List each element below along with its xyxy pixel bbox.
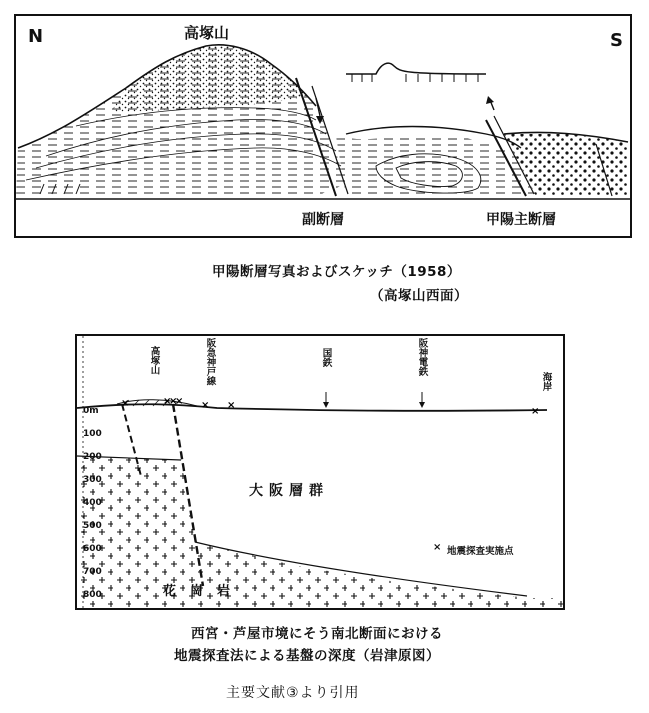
osaka-group-label: 大阪層群 [249, 483, 329, 499]
depth-tick: 0m [83, 406, 99, 416]
peak-label: 高塚山 [184, 24, 230, 42]
svg-text:×: × [163, 396, 172, 407]
sub-fault-label: 副断層 [302, 212, 344, 228]
svg-text:×: × [227, 400, 236, 411]
seismic-section-panel [75, 334, 565, 610]
fault-sketch-panel [14, 14, 632, 238]
main-fault-label: 甲陽主断層 [486, 212, 556, 228]
station-label-coast: 海岸 [540, 372, 552, 391]
depth-tick: 300 [83, 475, 102, 485]
bottom-caption-line2: 地震探査法による基盤の深度（岩津原図） [174, 648, 440, 664]
top-caption-line2: （高塚山西面） [370, 288, 468, 304]
top-caption-line1: 甲陽断層写真およびスケッチ（1958） [212, 264, 461, 280]
station-label-jnr: 国鉄 [320, 348, 332, 367]
station-label-hanshin: 阪神電鉄 [416, 338, 428, 376]
south-label: S [610, 30, 623, 51]
svg-text:×: × [169, 396, 178, 407]
north-label: N [28, 26, 44, 47]
seismic-section-drawing [77, 336, 563, 608]
depth-tick: 500 [83, 521, 102, 531]
bottom-caption-line1: 西宮・芦屋市境にそう南北断面における [191, 626, 443, 642]
granite-label: 花崗岩 [163, 584, 245, 599]
legend-marker: × [433, 542, 442, 553]
depth-tick: 700 [83, 567, 102, 577]
depth-tick: 100 [83, 429, 102, 439]
station-label-hankyu: 阪急神戸線 [204, 338, 216, 386]
svg-text:×: × [201, 400, 210, 411]
depth-tick: 800 [83, 590, 102, 600]
svg-text:×: × [175, 396, 184, 407]
svg-text:×: × [531, 406, 540, 417]
depth-tick: 400 [83, 498, 102, 508]
citation-footer: 主要文献③より引用 [226, 685, 360, 701]
depth-tick: 200 [83, 452, 102, 462]
depth-tick: 600 [83, 544, 102, 554]
legend-label: 地震探査実施点 [447, 546, 514, 557]
svg-text:×: × [121, 398, 130, 409]
fault-sketch-drawing [16, 16, 630, 236]
station-label-takatsuka: 高塚山 [148, 346, 160, 375]
